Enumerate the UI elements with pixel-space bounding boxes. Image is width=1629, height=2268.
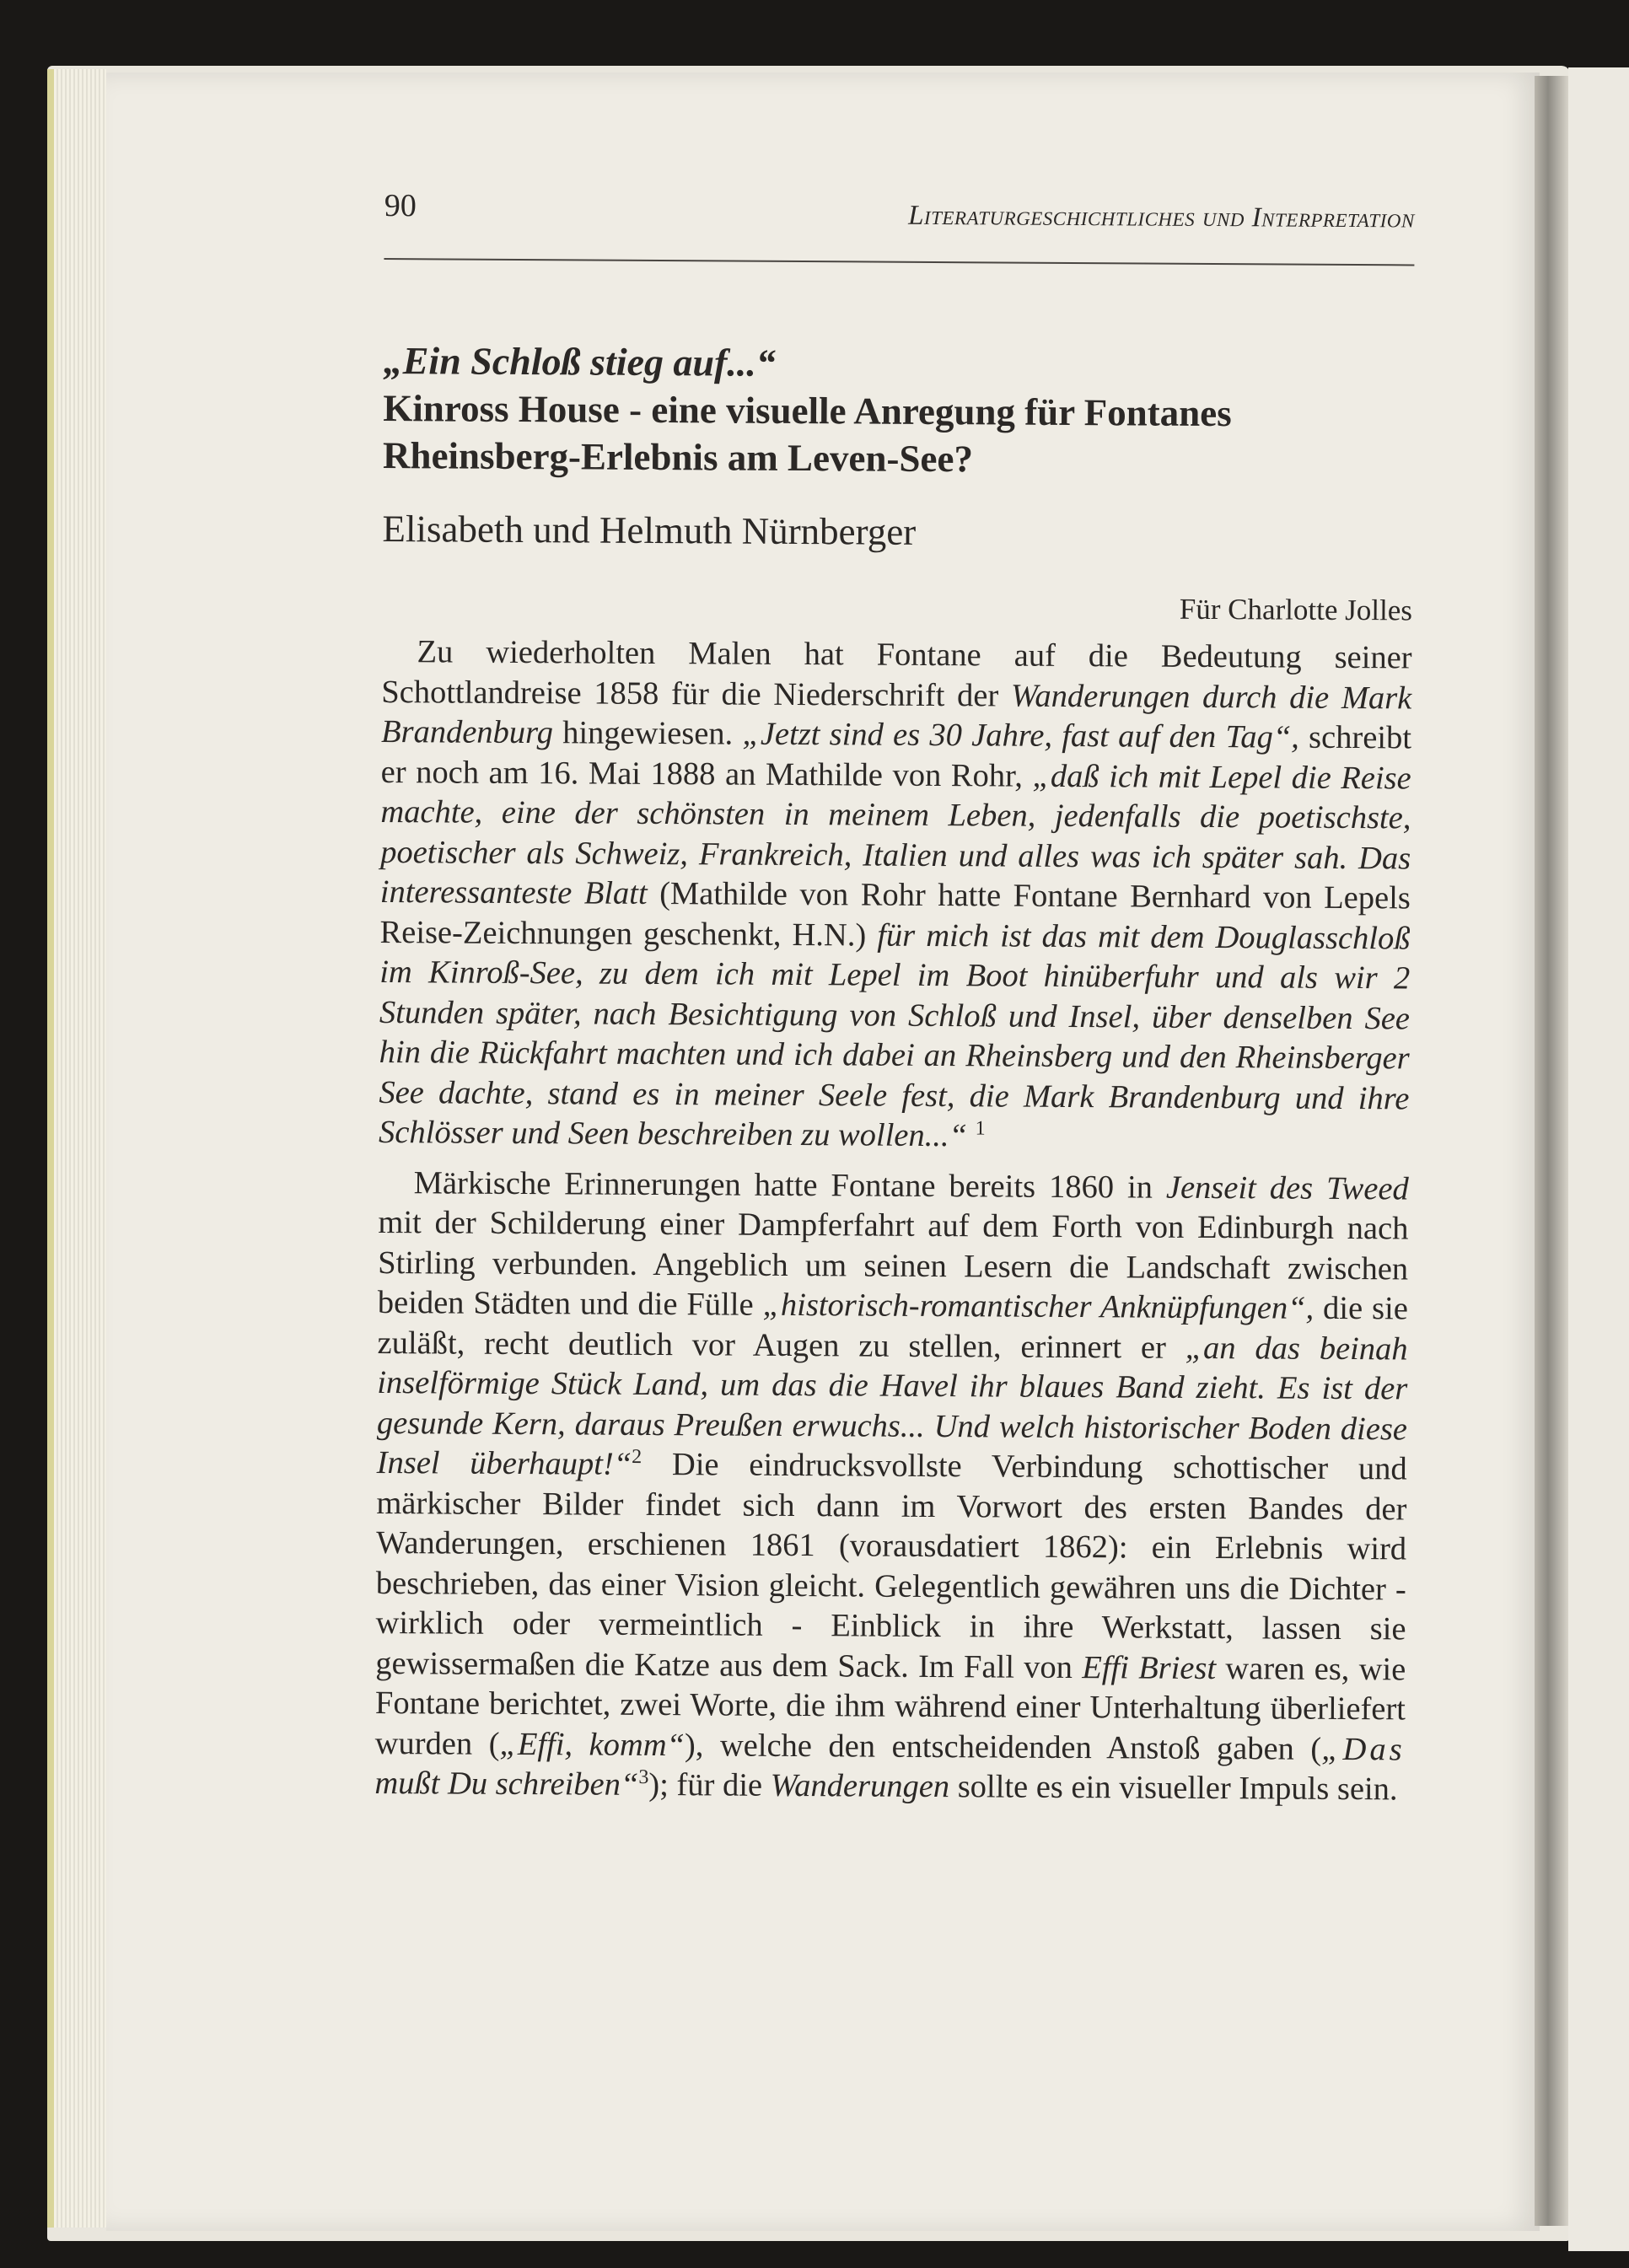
- article-body: [374, 632, 1411, 1810]
- text-run: schreibt er noch am 16. Mai 1888 an Mathilde von Rohr,: [380, 719, 1412, 794]
- article-title: [383, 337, 1414, 485]
- paragraph: [374, 1163, 1409, 1809]
- text-run: ); für die: [648, 1766, 771, 1803]
- quotation: „historisch-romantischer Anknüpfungen“,: [762, 1287, 1314, 1326]
- text-run: mit der Schilderung einer Dampferfahrt auf dem Forth von Edinburgh nach Stirling verbunden. Angeblich um seinen Lesern die Landschaft zwischen beiden Städten und die Fülle: [377, 1204, 1409, 1323]
- text-run: die sie zuläßt, recht deutlich vor Augen zu stellen, erinnert er: [377, 1290, 1408, 1366]
- title-line: Rheinsberg-Erlebnis am Leven-See?: [382, 433, 974, 481]
- text-run: sollte es ein visueller Impuls sein.: [949, 1769, 1398, 1808]
- paragraph: [379, 632, 1412, 1159]
- page-edges: [47, 69, 106, 2228]
- quotation: „daß ich mit Lepel die Reise machte, eine der schönsten in meinem Leben, jedenfalls die poetischste, poetischer als Schweiz, Frankreich, Italien und alles was ich später sah. Das interessanteste Blatt: [379, 758, 1411, 911]
- quotation-spaced: „Das: [1321, 1731, 1406, 1767]
- authors: Elisabeth und Helmuth Nürnberger: [382, 507, 917, 553]
- text-run: hingewiesen.: [552, 715, 743, 752]
- text-run: waren es, wie Fontane berichtet, zwei Worte, die ihm während einer Unterhaltung überliefert wurden (: [374, 1650, 1406, 1762]
- dedication: Für Charlotte Jolles: [1179, 592, 1413, 627]
- text-run: Zu wiederholten Malen hat Fontane auf die Bedeutung seiner Schottlandreise 1858 für die Niederschrift der: [381, 634, 1412, 714]
- italic-title: Jenseit des Tweed: [1165, 1169, 1409, 1207]
- italic-title: Wanderungen: [770, 1767, 950, 1805]
- quotation: mußt Du schreiben“: [374, 1765, 639, 1803]
- text-run: Die eindrucksvollste Verbindung schottischer und märkischer Bilder findet sich dann im Vorwort des ersten Bandes der Wanderungen, erschienen 1861 (vorausdatiert 1862): ein Erlebnis wird beschrieben, das einer Vision gleicht. Gelegentlich gewähren uns die Dichter - wirklich oder vermeintlich - Einblick in ihre Werkstatt, lassen sie gewissermaßen die Katze aus dem Sack. Im Fall von: [375, 1446, 1407, 1685]
- italic-title: Effi Briest: [1082, 1649, 1217, 1686]
- quotation: „Jetzt sind es 30 Jahre, fast auf den Tag“,: [742, 716, 1300, 755]
- page-number: 90: [384, 187, 417, 224]
- quotation: für mich ist das mit dem Douglasschloß im Kinroß-See, zu dem ich mit Lepel im Boot hinüberfuhr und als wir 2 Stunden später, nach Besichtigung von Schloß und Insel, über denselben See hin die Rückfahrt machten und ich dabei an Rheinsberg und den Rheinsberger See dachte, stand es in meiner Seele fest, die Mark Brandenburg und ihre Schlösser und Seen beschreiben zu wollen...“: [378, 917, 1411, 1154]
- quotation: „an das beinah inselförmige Stück Land, um das die Havel ihr blaues Band zieht. Es ist der gesunde Kern, daraus Preußen erwuchs... Und welch historischer Boden diese Insel überhaupt!“: [376, 1330, 1408, 1482]
- next-page-edge: [1568, 67, 1629, 2251]
- text-run: Märkische Erinnerungen hatte Fontane bereits 1860 in: [413, 1164, 1167, 1206]
- text-run: (Mathilde von Rohr hatte Fontane Bernhard von Lepels Reise-Zeichnungen geschenkt, H.N.): [379, 875, 1411, 954]
- title-line: Kinross House - eine visuelle Anregung für Fontanes: [383, 386, 1232, 435]
- footnote-ref: 2: [632, 1445, 642, 1469]
- page-header: [384, 182, 1415, 266]
- text-run: ), welche den entscheidenden Anstoß gaben (: [684, 1727, 1322, 1767]
- italic-title: Wanderungen durch die Mark Brandenburg: [380, 678, 1412, 751]
- footnote-ref: 1: [975, 1117, 986, 1140]
- footnote-ref: 3: [638, 1766, 649, 1789]
- running-head: Literaturgeschichtliches und Interpretation: [908, 200, 1415, 234]
- book-gutter: [1535, 76, 1568, 2226]
- quotation: „Effi, komm“: [499, 1726, 685, 1763]
- title-quote: „Ein Schloß stieg auf...“: [383, 338, 777, 384]
- page-content: [374, 182, 1415, 1810]
